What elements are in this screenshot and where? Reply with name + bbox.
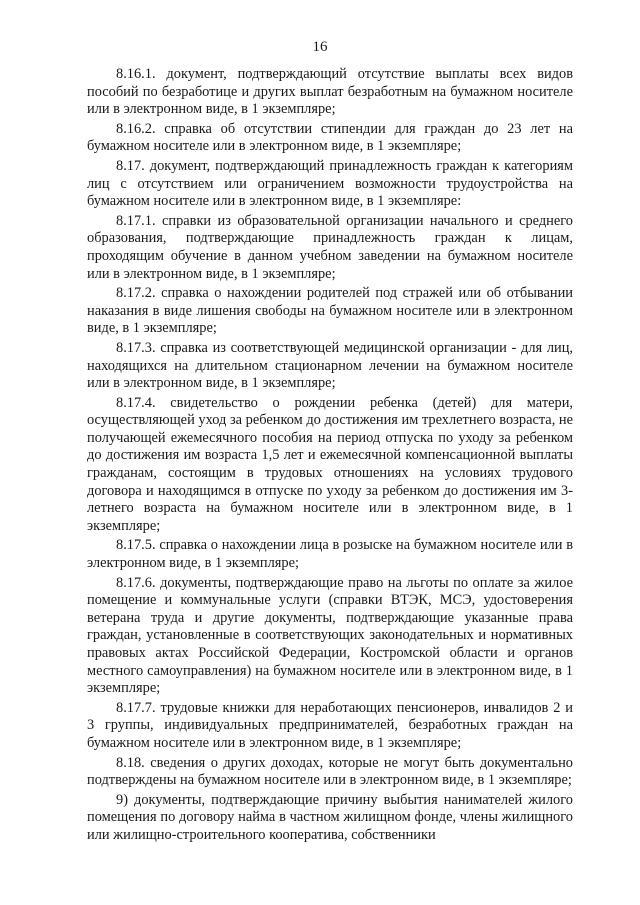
paragraph-9: 9) документы, подтверждающие причину выбытия нанимателей жилого помещения по договору найма в частном жилищном фонде, члены жилищного или жилищно-строительного кооператива, собственники: [87, 791, 573, 843]
paragraph-8-16-2: 8.16.2. справка об отсутствии стипендии для граждан до 23 лет на бумажном носителе или в электронном виде, в 1 экземпляре;: [87, 120, 573, 155]
paragraph-8-16-1: 8.16.1. документ, подтверждающий отсутствие выплаты всех видов пособий по безработице и других выплат безработным на бумажном носителе или в электронном виде, в 1 экземпляре;: [87, 66, 573, 118]
paragraph-8-17: 8.17. документ, подтверждающий принадлежность граждан к категориям лиц с отсутствием или ограничением возможности трудоустройства на бумажном носителе или в электронном виде, в 1 экземпляре:: [87, 157, 573, 210]
paragraph-8-17-6: 8.17.6. документы, подтверждающие право на льготы по оплате за жилое помещение и коммунальные услуги (справки ВТЭК, МСЭ, удостоверения ветерана труда и другие документы, подтверждающие указанные права граждан, установленные в соответствующих законодательных и нормативных правовых актах Российской Федерации, Костромской области и органов местного самоуправления) на бумажном носителе или в электронном виде, в 1 экземпляре;: [87, 574, 573, 697]
paragraph-8-17-4: 8.17.4. свидетельство о рождении ребенка (детей) для матери, осуществляющей уход за ребенком до достижения им трехлетнего возраста, не получающей ежемесячного пособия на период отпуска по уходу за ребенком до достижения им возраста 1,5 лет и ежемесячной компенсационной выплаты гражданам, состоящим в трудовых отношениях на условиях трудового договора и находящимся в отпуске по уходу за ребенком до достижения им 3-летнего возраста на бумажном носителе или в электронном виде, в 1 экземпляре;: [87, 394, 573, 534]
paragraph-8-17-5: 8.17.5. справка о нахождении лица в розыске на бумажном носителе или в электронном виде, в 1 экземпляре;: [87, 537, 573, 572]
page-number: 16: [312, 39, 328, 55]
paragraph-8-17-7: 8.17.7. трудовые книжки для неработающих пенсионеров, инвалидов 2 и 3 группы, индивидуальных предпринимателей, безработных граждан на бумажном носителе или в электронном виде, в 1 экземпляре;: [87, 699, 573, 751]
paragraph-8-17-3: 8.17.3. справка из соответствующей медицинской организации - для лиц, находящихся на длительном стационарном лечении на бумажном носителе или в электронном виде, в 1 экземпляре;: [87, 339, 573, 392]
paragraph-8-17-2: 8.17.2. справка о нахождении родителей под стражей или об отбывании наказания в виде лишения свободы на бумажном носителе или в электронном виде, в 1 экземпляре;: [87, 285, 573, 337]
document-body: [87, 66, 573, 847]
paragraph-8-18: 8.18. сведения о других доходах, которые не могут быть документально подтверждены на бумажном носителе или в электронном виде, в 1 экземпляре;: [87, 754, 573, 789]
paragraph-8-17-1: 8.17.1. справки из образовательной организации начального и среднего образования, подтверждающие принадлежность граждан к лицам, проходящим обучение в данном учебном заведении на бумажном носителе или в электронном виде, в 1 экземпляре;: [87, 212, 573, 282]
